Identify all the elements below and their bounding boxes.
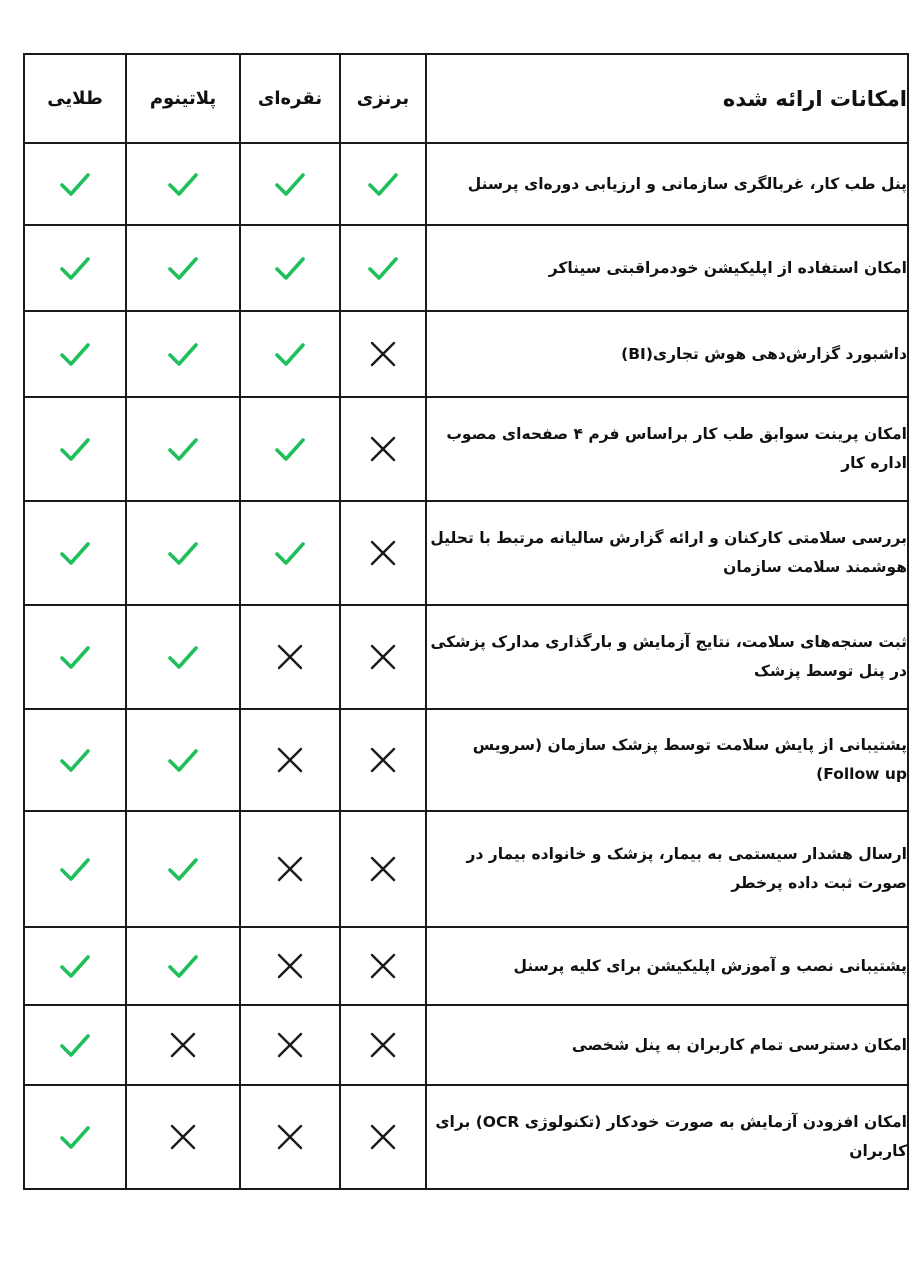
check-icon bbox=[274, 338, 306, 370]
tier-cell-platinum bbox=[126, 143, 240, 225]
feature-cell: امکان دسترسی تمام کاربران به پنل شخصی bbox=[426, 1005, 908, 1085]
cross-icon bbox=[367, 950, 399, 982]
feature-cell: ارسال هشدار سیستمی به بیمار، پزشک و خانواده بیمار در صورت ثبت داده پرخطر bbox=[426, 811, 908, 927]
table-header-row bbox=[24, 54, 908, 143]
tier-cell-bronze bbox=[340, 225, 426, 311]
cross-icon bbox=[367, 853, 399, 885]
tier-cell-silver bbox=[240, 709, 340, 811]
check-icon bbox=[59, 744, 91, 776]
check-icon bbox=[367, 252, 399, 284]
feature-cell: پشتیبانی از پایش سلامت توسط پزشک سازمان (سرویس Follow up) bbox=[426, 709, 908, 811]
tier-cell-gold bbox=[24, 709, 126, 811]
tier-cell-platinum bbox=[126, 1005, 240, 1085]
check-icon bbox=[167, 168, 199, 200]
tier-cell-gold bbox=[24, 1005, 126, 1085]
tier-header-silver: نقره‌ای bbox=[240, 54, 340, 143]
tier-cell-silver bbox=[240, 501, 340, 605]
tier-cell-bronze bbox=[340, 605, 426, 709]
tier-cell-gold bbox=[24, 311, 126, 397]
tier-cell-silver bbox=[240, 143, 340, 225]
table-row bbox=[24, 811, 908, 927]
table-row bbox=[24, 927, 908, 1005]
cross-icon bbox=[367, 537, 399, 569]
feature-cell: پنل طب کار، غربالگری سازمانی و ارزیابی دوره‌ای پرسنل bbox=[426, 143, 908, 225]
check-icon bbox=[59, 252, 91, 284]
table-row bbox=[24, 1085, 908, 1189]
tier-cell-platinum bbox=[126, 397, 240, 501]
comparison-table bbox=[23, 53, 909, 1190]
check-icon bbox=[274, 252, 306, 284]
tier-cell-bronze bbox=[340, 501, 426, 605]
check-icon bbox=[274, 168, 306, 200]
cross-icon bbox=[367, 433, 399, 465]
table-row bbox=[24, 501, 908, 605]
table-row bbox=[24, 225, 908, 311]
feature-cell: امکان استفاده از اپلیکیشن خودمراقبتی سیناکر bbox=[426, 225, 908, 311]
cross-icon bbox=[367, 1029, 399, 1061]
tier-header-gold: طلایی bbox=[24, 54, 126, 143]
feature-column-header: امکانات ارائه شده bbox=[426, 54, 908, 143]
check-icon bbox=[167, 853, 199, 885]
check-icon bbox=[59, 641, 91, 673]
check-icon bbox=[167, 744, 199, 776]
check-icon bbox=[59, 1029, 91, 1061]
check-icon bbox=[167, 252, 199, 284]
tier-cell-silver bbox=[240, 397, 340, 501]
check-icon bbox=[59, 537, 91, 569]
feature-cell: امکان افزودن آزمایش به صورت خودکار (تکنولوژی OCR) برای کاربران bbox=[426, 1085, 908, 1189]
tier-cell-silver bbox=[240, 311, 340, 397]
tier-header-platinum: پلاتینوم bbox=[126, 54, 240, 143]
check-icon bbox=[274, 433, 306, 465]
tier-cell-gold bbox=[24, 605, 126, 709]
table-row bbox=[24, 1005, 908, 1085]
feature-cell: داشبورد گزارش‌دهی هوش تجاری(BI) bbox=[426, 311, 908, 397]
cross-icon bbox=[367, 641, 399, 673]
cross-icon bbox=[274, 641, 306, 673]
check-icon bbox=[167, 338, 199, 370]
table-body bbox=[24, 143, 908, 1189]
tier-cell-bronze bbox=[340, 709, 426, 811]
cross-icon bbox=[167, 1121, 199, 1153]
tier-cell-gold bbox=[24, 501, 126, 605]
check-icon bbox=[59, 853, 91, 885]
tier-cell-gold bbox=[24, 927, 126, 1005]
cross-icon bbox=[367, 338, 399, 370]
cross-icon bbox=[274, 853, 306, 885]
feature-cell: امکان پرینت سوابق طب کار براساس فرم ۴ صفحه‌ای مصوب اداره کار bbox=[426, 397, 908, 501]
feature-cell: ثبت سنجه‌های سلامت، نتایج آزمایش و بارگذاری مدارک پزشکی در پنل توسط پزشک bbox=[426, 605, 908, 709]
tier-cell-platinum bbox=[126, 927, 240, 1005]
tier-cell-silver bbox=[240, 927, 340, 1005]
table-row bbox=[24, 397, 908, 501]
tier-cell-bronze bbox=[340, 397, 426, 501]
tier-cell-platinum bbox=[126, 1085, 240, 1189]
table-row bbox=[24, 605, 908, 709]
tier-cell-silver bbox=[240, 605, 340, 709]
tier-cell-silver bbox=[240, 1085, 340, 1189]
check-icon bbox=[167, 641, 199, 673]
tier-cell-platinum bbox=[126, 225, 240, 311]
table-row bbox=[24, 709, 908, 811]
cross-icon bbox=[367, 1121, 399, 1153]
tier-cell-gold bbox=[24, 811, 126, 927]
check-icon bbox=[167, 433, 199, 465]
tier-cell-silver bbox=[240, 225, 340, 311]
tier-cell-platinum bbox=[126, 501, 240, 605]
tier-cell-gold bbox=[24, 225, 126, 311]
tier-cell-gold bbox=[24, 1085, 126, 1189]
table-row bbox=[24, 311, 908, 397]
tier-cell-bronze bbox=[340, 927, 426, 1005]
check-icon bbox=[59, 168, 91, 200]
tier-cell-gold bbox=[24, 397, 126, 501]
tier-cell-bronze bbox=[340, 143, 426, 225]
tier-cell-bronze bbox=[340, 1085, 426, 1189]
tier-cell-platinum bbox=[126, 811, 240, 927]
tier-cell-gold bbox=[24, 143, 126, 225]
cross-icon bbox=[167, 1029, 199, 1061]
feature-cell: پشتیبانی نصب و آموزش اپلیکیشن برای کلیه پرسنل bbox=[426, 927, 908, 1005]
table-row bbox=[24, 143, 908, 225]
check-icon bbox=[367, 168, 399, 200]
tier-cell-platinum bbox=[126, 709, 240, 811]
tier-cell-silver bbox=[240, 811, 340, 927]
cross-icon bbox=[274, 1121, 306, 1153]
tier-cell-platinum bbox=[126, 605, 240, 709]
feature-cell: بررسی سلامتی کارکنان و ارائه گزارش سالیانه مرتبط با تحلیل هوشمند سلامت سازمان bbox=[426, 501, 908, 605]
check-icon bbox=[59, 433, 91, 465]
tier-cell-platinum bbox=[126, 311, 240, 397]
check-icon bbox=[59, 338, 91, 370]
tier-cell-bronze bbox=[340, 311, 426, 397]
cross-icon bbox=[274, 744, 306, 776]
check-icon bbox=[167, 537, 199, 569]
tier-cell-bronze bbox=[340, 1005, 426, 1085]
tier-cell-bronze bbox=[340, 811, 426, 927]
cross-icon bbox=[274, 950, 306, 982]
check-icon bbox=[59, 1121, 91, 1153]
check-icon bbox=[59, 950, 91, 982]
check-icon bbox=[274, 537, 306, 569]
tier-cell-silver bbox=[240, 1005, 340, 1085]
tier-header-bronze: برنزی bbox=[340, 54, 426, 143]
cross-icon bbox=[274, 1029, 306, 1061]
cross-icon bbox=[367, 744, 399, 776]
check-icon bbox=[167, 950, 199, 982]
